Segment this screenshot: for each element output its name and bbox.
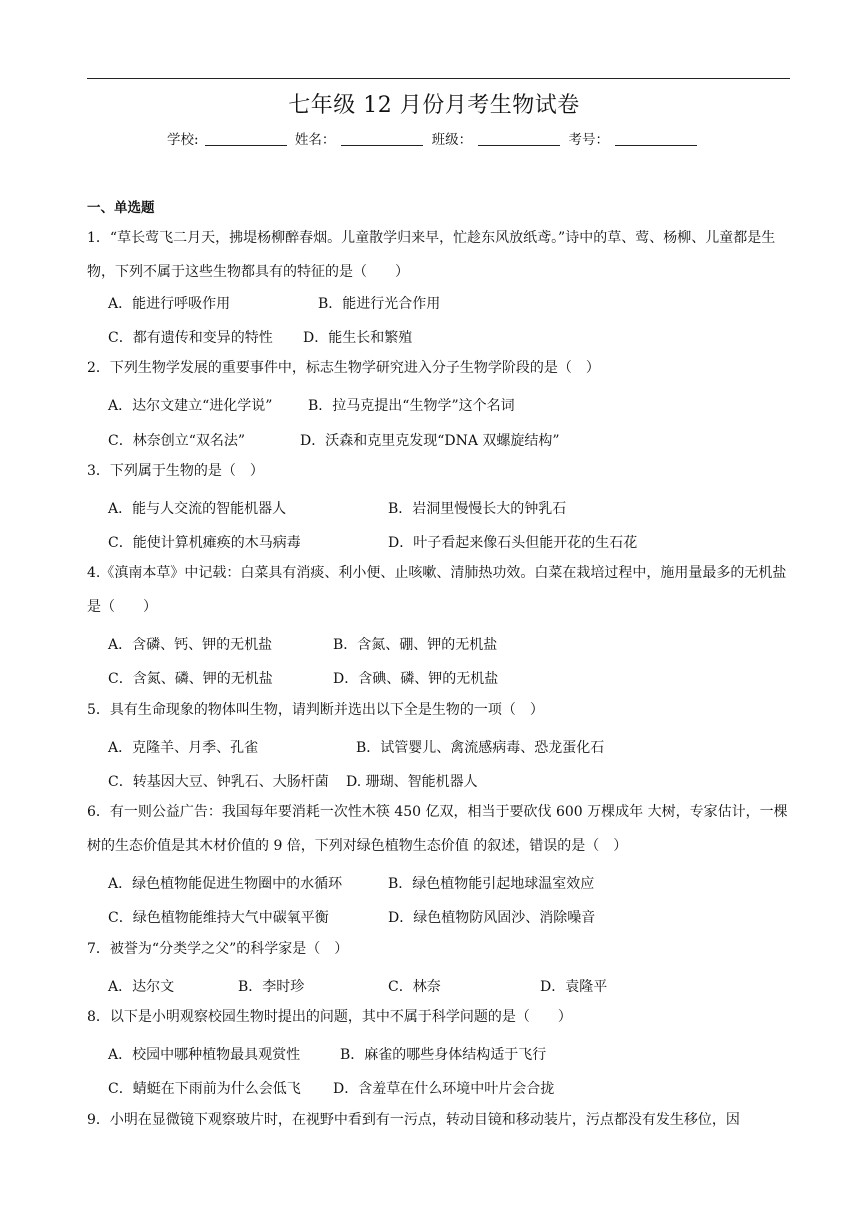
question-6-option-a: A．绿色植物能促进生物圈中的水循环 [108,876,343,892]
question-5-stem: 5．具有生命现象的物体叫生物，请判断并选出以下全是生物的一项（ ） [87,702,544,718]
question-6-option-c: C．绿色植物能维持大气中碳氧平衡 [108,910,329,926]
page-title: 七年级 12 月份月考生物试卷 [288,93,580,118]
number-label: 考号： [568,132,609,148]
student-info-line [0,128,868,148]
question-6-stem: 6．有一则公益广告：我国每年要消耗一次性木筷 450 亿双，相当于要砍伐 600 万棵成年 大树，专家估计，一棵树的生态价值是其木材价值的 9 倍，下列对绿色植物生态价值 的叙述，错误的是（ ） [87,804,788,854]
question-5-option-c: C．转基因大豆、钟乳石、大肠杆菌 [108,774,329,790]
question-3-option-d: D．叶子看起来像石头但能开花的生石花 [388,535,638,551]
question-3-stem: 3．下列属于生物的是（ ） [87,463,264,479]
name-blank[interactable] [341,145,423,146]
question-2-option-b: B．拉马克提出“生物学”这个名词 [308,398,515,414]
question-4-option-b: B．含氮、硼、钾的无机盐 [333,637,498,653]
question-4-option-a: A．含磷、钙、钾的无机盐 [108,637,273,653]
question-7-option-c: C．林奈 [388,979,441,995]
question-2-stem: 2．下列生物学发展的重要事件中，标志生物学研究进入分子生物学阶段的是（ ） [87,360,600,376]
question-3-option-c: C．能使计算机瘫痪的木马病毒 [108,535,301,551]
question-2-option-d: D．沃森和克里克发现“DNA 双螺旋结构” [300,433,560,449]
class-blank[interactable] [478,145,560,146]
question-5-option-d: D. 珊瑚、智能机器人 [346,774,478,790]
question-1-stem: 1．“草长莺飞二月天，拂堤杨柳醉春烟。儿童散学归来早，忙趁东风放纸鸢。”诗中的草、莺、杨柳、儿童都是生物，下列不属于这些生物都具有的特征的是（ ） [87,230,776,280]
section-heading: 一、单选题 [87,200,155,216]
question-4-option-d: D．含碘、磷、钾的无机盐 [333,671,499,687]
question-6-option-d: D．绿色植物防风固沙、消除噪音 [388,910,596,926]
header-rule [87,78,790,79]
question-3-option-b: B．岩洞里慢慢长大的钟乳石 [388,501,567,517]
class-label: 班级： [431,132,473,148]
question-3-option-a: A．能与人交流的智能机器人 [108,501,287,517]
school-label: 学校: [167,132,199,148]
question-4-option-c: C．含氮、磷、钾的无机盐 [108,671,273,687]
question-5-option-b: B．试管婴儿、禽流感病毒、恐龙蛋化石 [356,740,605,756]
question-5-option-a: A．克隆羊、月季、孔雀 [108,740,259,756]
question-2-option-c: C．林奈创立“双名法” [108,433,246,449]
question-8-option-c: C．蜻蜓在下雨前为什么会低飞 [108,1081,301,1097]
question-1-option-d: D．能生长和繁殖 [303,330,413,346]
number-blank[interactable] [615,145,697,146]
question-8-stem: 8．以下是小明观察校园生物时提出的问题，其中不属于科学问题的是（ ） [87,1009,572,1025]
question-9-stem: 9．小明在显微镜下观察玻片时，在视野中看到有一污点，转动目镜和移动装片，污点都没有发生移位，因 [87,1112,740,1128]
question-7-option-b: B．李时珍 [238,979,305,995]
question-2-option-a: A．达尔文建立“进化学说” [108,398,273,414]
question-7-option-a: A．达尔文 [108,979,175,995]
question-8-option-d: D．含羞草在什么环境中叶片会合拢 [333,1081,555,1097]
name-label: 姓名： [294,132,336,148]
question-6-option-b: B．绿色植物能引起地球温室效应 [388,876,595,892]
question-8-option-b: B．麻雀的哪些身体结构适于飞行 [340,1047,547,1063]
question-1-option-c: C．都有遗传和变异的特性 [108,330,273,346]
question-1-option-a: A．能进行呼吸作用 [108,296,231,312]
question-4-stem: 4.《滇南本草》中记载：白菜具有消痰、利小便、止咳嗽、清肺热功效。白菜在栽培过程中，施用量最多的无机盐是（ ） [87,565,787,615]
question-1-option-b: B．能进行光合作用 [318,296,441,312]
question-7-stem: 7．被誉为“分类学之父”的科学家是（ ） [87,941,349,957]
school-blank[interactable] [205,145,287,146]
question-8-option-a: A．校园中哪种植物最具观赏性 [108,1047,301,1063]
question-7-option-d: D．袁隆平 [540,979,608,995]
